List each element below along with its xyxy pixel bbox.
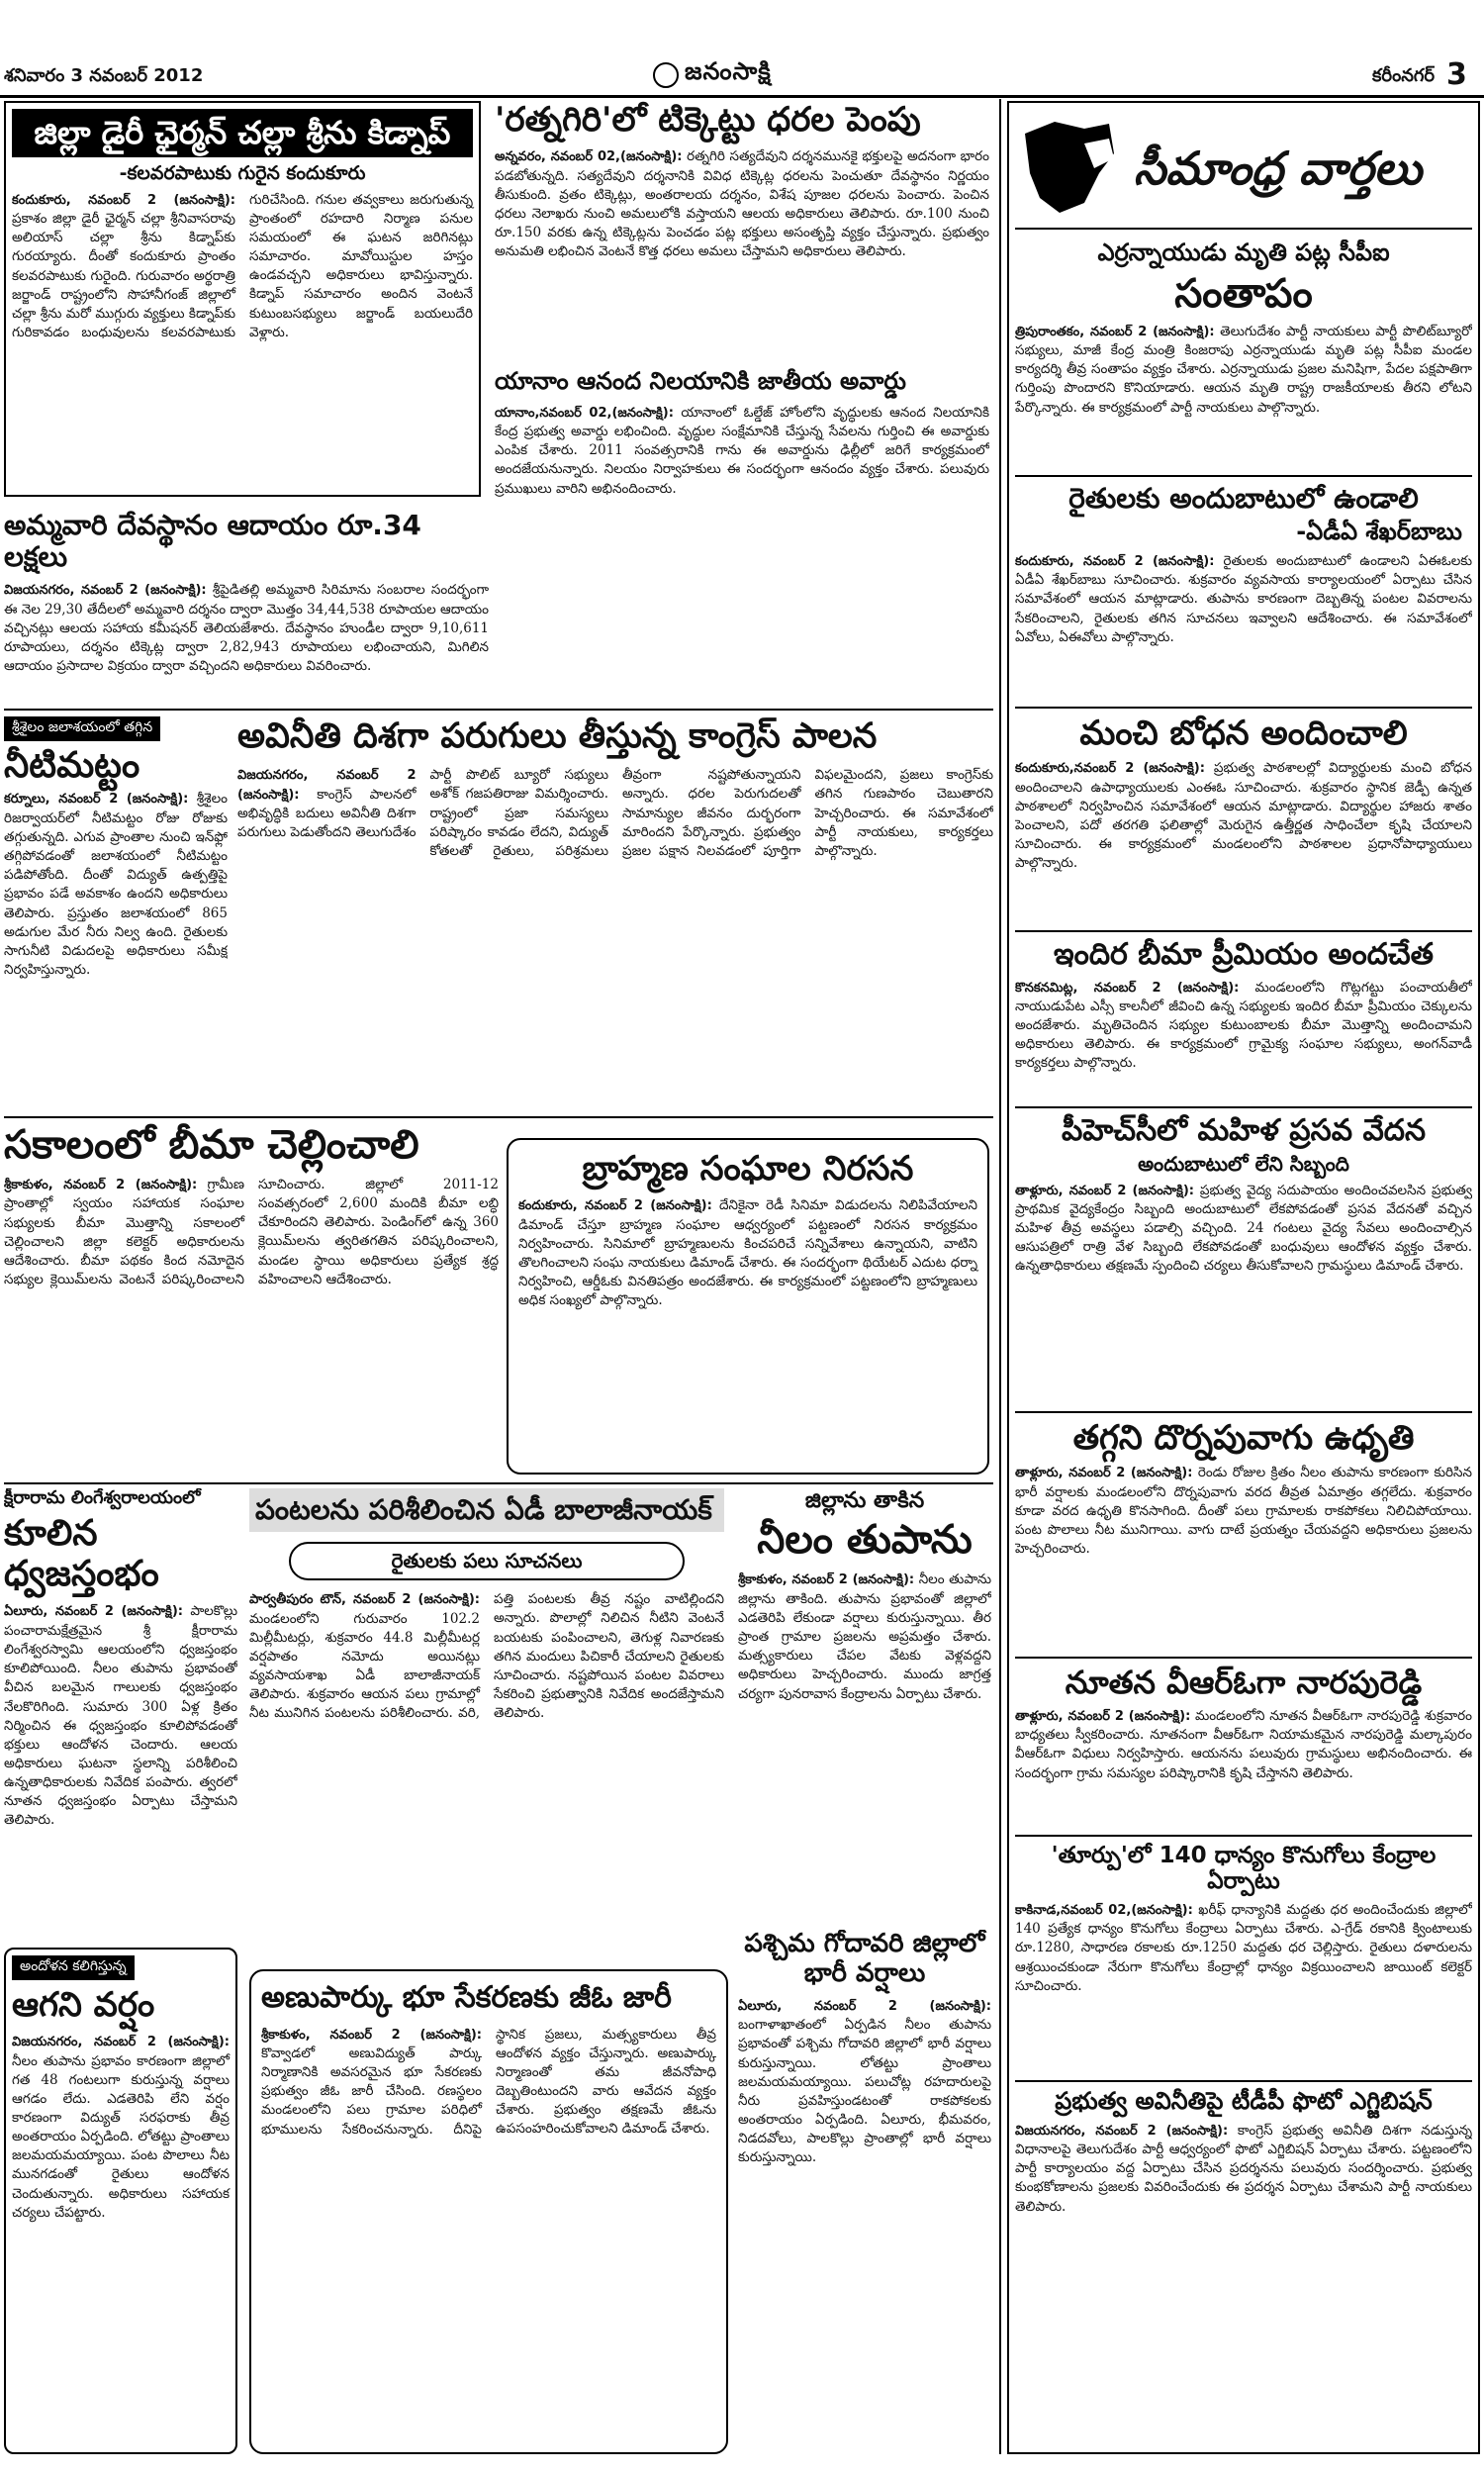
andhra-map-icon [1015, 114, 1124, 223]
article-errannaidu [1015, 239, 1472, 475]
section-rule [4, 709, 993, 711]
body-phc: తాళ్లూరు, నవంబర్ 2 (జనంసాక్షి): ప్రభుత్వ వైద్య సదుపాయం అందించవలసిన ప్రభుత్వ ప్రాథమిక వైద్యకేంద్రం సిబ్బంది అందుబాటులో లేకపోవడంతో ప్రసవ వేదనతో వచ్చిన మహిళ తీవ్ర అవస్థలు పడాల్సి వచ్చింది. 24 గంటలు వైద్య సేవలు అందించాల్సిన ఆసుపత్రిలో రాత్రి వేళ సిబ్బంది లేకపోవడంతో బంధువులు ఆందోళన వ్యక్తం చేశారు. ఉన్నతాధికారులు తక్షణమే స్పందించి చర్యలు తీసుకోవాలని గ్రామస్థులు డిమాండ్ చేశారు. [1015, 1182, 1472, 1275]
article-raitulaku [1015, 475, 1472, 707]
article-brahmana [507, 1138, 989, 1475]
body-dhwajastambham: ఏలూరు, నవంబర్ 2 (జనంసాక్షి): పాలకొల్లు పంచారామక్షేత్రమైన శ్రీ క్షీరారామ లింగేశ్వరస్వామి ఆలయంలోని ధ్వజస్తంభం కూలిపోయింది. నీలం తుపాను ప్రభావంతో వీచిన బలమైన గాలులకు ధ్వజస్తంభం నేలకొరిగింది. సుమారు 300 ఏళ్ల క్రితం నిర్మించిన ఈ ధ్వజస్తంభం కూలిపోవడంతో భక్తులు ఆందోళన చెందారు. ఆలయ అధికారులు ఘటనా స్థలాన్ని పరిశీలించి ఉన్నతాధికారులకు నివేదిక పంపారు. త్వరలో నూతన ధ్వజస్తంభం ఏర్పాటు చేస్తామని తెలిపారు. [4, 1603, 237, 1829]
headline-brahmana: బ్రాహ్మణ సంఘాల నిరసన [582, 1149, 914, 1189]
body-brahmana: కందుకూరు, నవంబర్ 2 (జనంసాక్షి): దేనికైనా రెడీ సినిమా విడుదలను నిలిపివేయాలని డిమాండ్ చేస్తూ బ్రాహ్మణ సంఘాల ఆధ్వర్యంలో పట్టణంలో నిరసన కార్యక్రమం నిర్వహించారు. సినిమాలో బ్రాహ్మణులను కించపరిచే సన్నివేశాలు ఉన్నాయని, వాటిని తొలగించాలని సంఘ నాయకులు డిమాండ్ చేశారు. ఈ సందర్భంగా థియేటర్ ఎదుట ధర్నా నిర్వహించి, ఆర్డీఓకు వినతిపత్రం అందజేశారు. ఈ కార్యక్రమంలో పట్టణంలోని బ్రాహ్మణులు అధిక సంఖ్యలో పాల్గొన్నారు. [518, 1197, 978, 1309]
page-number: 3 [1446, 57, 1467, 92]
article-bima [4, 1122, 499, 1478]
article-anuparku [249, 1969, 728, 2454]
body-narapureddy: తాళ్లూరు, నవంబర్ 2 (జనంసాక్షి): మండలంలోని నూతన వీఆర్‌ఓగా నారపురెడ్డి శుక్రవారం బాధ్యతలు స్వీకరించారు. నూతనంగా వీఆర్‌ఓగా నియామకమైన నారపురెడ్డి మల్కాపురం వీఆర్‌ఓగా విధులు నిర్వహిస్తారు. ఆయనను పలువురు గ్రామస్థులు అభినందించారు. ఈ సందర్భంగా గ్రామ సమస్యల పరిష్కారానికి కృషి చేస్తానని తెలిపారు. [1015, 1707, 1472, 1781]
article-paschima [738, 1930, 991, 2454]
body-aagani: విజయనగరం, నవంబర్ 2 (జనంసాక్షి): నీలం తుపాను ప్రభావం కారణంగా జిల్లాలో గత 48 గంటలుగా కురుస్తున్న వర్షాలు ఆగడం లేదు. ఎడతెరిపి లేని వర్షం కారణంగా విద్యుత్ సరఫరాకు తీవ్ర అంతరాయం ఏర్పడింది. లోతట్టు ప్రాంతాలు జలమయమయ్యాయి. పంట పొలాలు నీట మునగడంతో రైతులు ఆందోళన చెందుతున్నారు. అధికారులు సహాయక చర్యలు చేపట్టారు. [12, 2035, 230, 2221]
body-balajinayak: పార్వతీపురం టౌన్, నవంబర్ 2 (జనంసాక్షి): మండలంలోని గురువారం 102.2 మిల్లీమీటర్లు, శుక్రవారం 44.8 మిల్లీమీటర్ల వర్షపాతం నమోదు అయినట్లు వ్యవసాయశాఖ ఏడీ బాలాజీనాయక్ తెలిపారు. శుక్రవారం ఆయన పలు గ్రామాల్లో నీట మునిగిన పంటలను పరిశీలించారు. వరి, పత్తి పంటలకు తీవ్ర నష్టం వాటిల్లిందని అన్నారు. పొలాల్లో నిలిచిన నీటిని వెంటనే బయటకు పంపించాలని, తెగుళ్ల నివారణకు తగిన మందులు పిచికారీ చేయాలని రైతులకు సూచించారు. నష్టపోయిన పంటల వివరాలు సేకరించి ప్రభుత్వానికి నివేదిక అందజేస్తామని తెలిపారు. [249, 1591, 724, 1722]
headline-manchi: మంచి బోధన అందించాలి [1079, 714, 1408, 753]
headline-kidnap: జిల్లా డైరీ ఛైర్మన్ చల్లా శ్రీను కిడ్నాప్ [12, 109, 473, 157]
body-bima: శ్రీకాకుళం, నవంబర్ 2 (జనంసాక్షి): గ్రామీణ ప్రాంతాల్లో స్వయం సహాయక సంఘాల సభ్యులకు బీమా మొత్తాన్ని సకాలంలో చెల్లించాలని జిల్లా కలెక్టర్ అధికారులను ఆదేశించారు. బీమా పథకం కింద నమోదైన సభ్యుల క్లెయిమ్‌లను వెంటనే పరిష్కరించాలని సూచించారు. జిల్లాలో 2011-12 సంవత్సరంలో 2,600 మందికి బీమా లబ్ధి చేకూరిందని తెలిపారు. పెండింగ్‌లో ఉన్న 360 క్లెయిమ్‌లను త్వరితగతిన పరిష్కరించాలని, మండల స్థాయి అధికారులు ప్రత్యేక శ్రద్ధ వహించాలని ఆదేశించారు. [4, 1177, 499, 1288]
headline-raitulaku: రైతులకు అందుబాటులో ఉండాలి [1068, 482, 1419, 515]
body-anuparku: శ్రీకాకుళం, నవంబర్ 2 (జనంసాక్షి): కొవ్వాడలో అణువిద్యుత్ పార్కు నిర్మాణానికి అవసరమైన భూ సేకరణకు ప్రభుత్వం జీఓ జారీ చేసింది. రణస్థలం మండలంలోని పలు గ్రామాల పరిధిలో భూములను సేకరించనున్నారు. దీనిపై స్థానిక ప్రజలు, మత్స్యకారులు తీవ్ర ఆందోళన వ్యక్తం చేస్తున్నారు. అణుపార్కు నిర్మాణంతో తమ జీవనోపాధి దెబ్బతింటుందని వారు ఆవేదన వ్యక్తం చేశారు. ప్రభుత్వం తక్షణమే జీఓను ఉపసంహరించుకోవాలని డిమాండ్ చేశారు. [261, 2026, 716, 2138]
article-yanam [495, 368, 989, 625]
headline-errannaidu-top: ఎర్రన్నాయుడు మృతి పట్ల సీపీఐ [1097, 239, 1390, 266]
article-kidnap [4, 101, 481, 497]
article-doppalavagu [1015, 1411, 1472, 1657]
article-phc [1015, 1106, 1472, 1411]
label-dhwajastambham: క్షీరారామ లింగేశ్వరాలయంలో [4, 1488, 201, 1508]
body-paschima: ఏలూరు, నవంబర్ 2 (జనంసాక్షి): బంగాళాఖాతంలో ఏర్పడిన నీలం తుపాను ప్రభావంతో పశ్చిమ గోదావరి జిల్లాలో భారీ వర్షాలు కురుస్తున్నాయి. లోతట్టు ప్రాంతాలు జలమయమయ్యాయి. పలుచోట్ల రహదారులపై నీరు ప్రవహిస్తుండటంతో రాకపోకలకు అంతరాయం ఏర్పడింది. ఏలూరు, భీమవరం, నిడదవోలు, పాలకొల్లు ప్రాంతాల్లో భారీ వర్షాలు కురుస్తున్నాయి. [738, 1998, 991, 2166]
subhead-kidnap: -కలవరపాటుకు గురైన కందుకూరు [119, 161, 366, 184]
headline-aagani: ఆగని వర్షం [12, 1985, 155, 2025]
body-rathnagiri: అన్నవరం, నవంబర్ 02,(జనంసాక్షి): రత్నగిరి సత్యదేవుని దర్శనమునకై భక్తులపై అదనంగా భారం పడబోతున్నది. సత్యదేవుని దర్శనానికి వివిధ టిక్కెట్ల ధరలను పెంచుతూ దేవస్థానం నిర్ణయం తీసుకుంది. వ్రతం టిక్కెట్లు, అంతరాలయ దర్శనం, విశేష పూజల ధరలను పెంచారు. పెంచిన ధరలు నెలాఖరు నుంచి అమలులోకి వస్తాయని ఆలయ అధికారులు తెలిపారు. రూ.100 నుంచి రూ.150 వరకు ఉన్న టిక్కెట్లను పెంచడం పట్ల భక్తులు అసంతృప్తి వ్యక్తం చేస్తున్నారు. ప్రభుత్వం అనుమతి లభించిన వెంటనే కొత్త ధరలు అమలు చేస్తామని అధికారులు తెలిపారు. [495, 148, 989, 260]
body-manchi: కందుకూరు,నవంబర్ 2 (జనంసాక్షి): ప్రభుత్వ పాఠశాలల్లో విద్యార్థులకు మంచి బోధన అందించాలని ఉపాధ్యాయులకు ఎంఈఓ సూచించారు. శుక్రవారం స్థానిక జెడ్పీ ఉన్నత పాఠశాలలో నిర్వహించిన సమావేశంలో ఆయన మాట్లాడారు. విద్యార్థుల హాజరు శాతం పెంచాలని, పదో తరగతి ఫలితాల్లో మెరుగైన ఉత్తీర్ణత సాధించేలా కృషి చేయాలని సూచించారు. ఈ కార్యక్రమంలో మండలంలోని పాఠశాలల ప్రధానోపాధ్యాయులు పాల్గొన్నారు. [1015, 760, 1472, 872]
article-rathnagiri [495, 101, 989, 366]
article-indira [1015, 930, 1472, 1106]
body-yanam: యానాం,నవంబర్ 02,(జనంసాక్షి): యానాంలో ఓల్డేజ్ హోంలోని వృద్ధులకు ఆనంద నిలయానికి కేంద్ర ప్రభుత్వ అవార్డు లభించింది. వృద్ధుల సంక్షేమానికి చేస్తున్న సేవలను గుర్తించి ఈ అవార్డుకు ఎంపిక చేశారు. 2011 సంవత్సరానికి గాను ఈ అవార్డును ఢిల్లీలో జరిగే కార్యక్రమంలో అందజేయనున్నారు. నిలయం నిర్వాహకులు ఈ సందర్భంగా ఆనందం వ్యక్తం చేశారు. పలువురు ప్రముఖులు వారిని అభినందించారు. [495, 404, 989, 497]
right-column-box [1007, 101, 1480, 2454]
subhead-phc: అందుబాటులో లేని సిబ్బంది [1138, 1151, 1349, 1176]
subhead-balajinayak: రైతులకు పలు సూచనలు [289, 1542, 685, 1580]
article-photo-exhibition [1015, 2080, 1472, 2276]
headline-balajinayak: పంటలను పరిశీలించిన ఏడీ బాలాజీనాయక్ [249, 1488, 724, 1532]
seemandhra-title: సీమాంధ్ర వార్తలు [1134, 141, 1423, 195]
headline-doppalavagu: తగ్గని దొర్నపువాగు ఉధృతి [1072, 1418, 1415, 1458]
column-divider [999, 99, 1001, 2454]
headline-rathnagiri: 'రత్నగిరి'లో టిక్కెట్టు ధరల పెంపు [495, 101, 921, 140]
label-neelam: జిల్లాను తాకిన [804, 1488, 925, 1513]
headline-anuparku: అణుపార్కు భూ సేకరణకు జీఓ జారీ [261, 1980, 672, 2015]
headline-errannaidu-main: సంతాపం [1174, 270, 1313, 317]
headline-neelam: నీలం తుపాను [757, 1517, 973, 1564]
body-neetimattam: కర్నూలు, నవంబర్ 2 (జనంసాక్షి): శ్రీశైలం రిజర్వాయర్‌లో నీటిమట్టం రోజు రోజుకు తగ్గుతున్నది. ఎగువ ప్రాంతాల నుంచి ఇన్‌ఫ్లో తగ్గిపోవడంతో జలాశయంలో నీటిమట్టం పడిపోతోంది. దీంతో విద్యుత్ ఉత్పత్తిపై ప్రభావం పడే అవకాశం ఉందని అధికారులు తెలిపారు. ప్రస్తుతం జలాశయంలో 865 అడుగుల మేర నీరు నిల్వ ఉంది. రైతులకు సాగునీటి విడుదలపై అధికారులు సమీక్ష నిర్వహిస్తున్నారు. [4, 791, 228, 979]
body-raitulaku: కందుకూరు, నవంబర్ 2 (జనంసాక్షి): రైతులకు అందుబాటులో ఉండాలని ఏఈఓలకు ఏడీఏ శేఖర్‌బాబు సూచించారు. శుక్రవారం వ్యవసాయ కార్యాలయంలో ఏర్పాటు చేసిన సమావేశంలో ఆయన మాట్లాడారు. తుపాను కారణంగా దెబ్బతిన్న పంటల వివరాలను సేకరించాలని, రైతులకు తగిన సూచనలు ఇవ్వాలని ఆదేశించారు. ఈ సమావేశంలో ఏవోలు, ఏఈవోలు పాల్గొన్నారు. [1015, 552, 1472, 645]
article-manchi [1015, 707, 1472, 930]
body-photo-exhibition: విజయనగరం, నవంబర్ 2 (జనంసాక్షి): కాంగ్రెస్ ప్రభుత్వ అవినీతి దిశగా నడుస్తున్న విధానాలపై తెలుగుదేశం పార్టీ ఆధ్వర్యంలో ఫొటో ఎగ్జిబిషన్ ఏర్పాటు చేశారు. పట్టణంలోని పార్టీ కార్యాలయం వద్ద ఏర్పాటు చేసిన ప్రదర్శనను పలువురు సందర్శించారు. ప్రభుత్వ కుంభకోణాలను ప్రజలకు వివరించేందుకు ఈ ప్రదర్శన ఏర్పాటు చేశామని పార్టీ నాయకులు తెలిపారు. [1015, 2122, 1472, 2215]
article-thurpu [1015, 1835, 1472, 2080]
article-narapureddy [1015, 1657, 1472, 1835]
body-indira: కొనకనమిట్ల, నవంబర్ 2 (జనంసాక్షి): మండలంలోని గొట్లగట్టు పంచాయతీలో నాయుడుపేట ఎస్సీ కాలనీలో జీవించి ఉన్న సభ్యులకు ఇందిర బీమా ప్రీమియం చెక్కులను అందజేశారు. మృతిచెందిన సభ్యుల కుటుంబాలకు బీమా మొత్తాన్ని అందించామని అధికారులు తెలిపారు. ఈ కార్యక్రమంలో గ్రామైక్య సంఘాల సభ్యులు, అంగన్‌వాడీ కార్యకర్తలు పాల్గొన్నారు. [1015, 979, 1472, 1072]
body-thurpu: కాకినాడ,నవంబర్ 02,(జనంసాక్షి): ఖరీఫ్ ధాన్యానికి మద్దతు ధర అందించేందుకు జిల్లాలో 140 ప్రత్యేక ధాన్యం కొనుగోలు కేంద్రాలు ఏర్పాటు చేశారు. ఎ-గ్రేడ్ రకానికి క్వింటాలుకు రూ.1280, సాధారణ రకాలకు రూ.1250 మద్దతు ధర చెల్లిస్తారు. రైతులు దళారులను ఆశ్రయించకుండా నేరుగా కొనుగోలు కేంద్రాల్లో ధాన్యం విక్రయించాలని జాయింట్ కలెక్టర్ సూచించారు. [1015, 1901, 1472, 1994]
article-neelam [738, 1488, 991, 1924]
headline-neetimattam: నీటిమట్టం [4, 745, 140, 786]
body-ammavari: విజయనగరం, నవంబర్ 2 (జనంసాక్షి): శ్రీపైడితల్లి అమ్మవారి సిరిమాను సంబరాల సందర్భంగా ఈ నెల 29,30 తేదీలలో అమ్మవారి దర్శనం ద్వారా మొత్తం 34,44,538 రూపాయల ఆదాయం వచ్చినట్లు ఆలయ సహాయ కమీషనర్ తెలియజేశారు. దేవస్థానం హుండీల ద్వారా 9,10,611 రూపాయలు, దర్శనం టిక్కెట్ల ద్వారా 2,82,943 రూపాయలు లభించాయని, మిగిలిన ఆదాయం ప్రసాదాల విక్రయం ద్వారా వచ్చిందని అధికారులు వివరించారు. [4, 582, 489, 675]
headline-avineeti: అవినీతి దిశగా పరుగులు తీస్తున్న కాంగ్రెస్ పాలన [237, 716, 878, 756]
body-neelam: శ్రీకాకుళం, నవంబర్ 2 (జనంసాక్షి): నీలం తుపాను జిల్లాను తాకింది. తుపాను ప్రభావంతో జిల్లాలో ఎడతెరిపి లేకుండా వర్షాలు కురుస్తున్నాయి. తీర ప్రాంత గ్రామాల ప్రజలను అప్రమత్తం చేశారు. మత్స్యకారులు చేపల వేటకు వెళ్లవద్దని అధికారులు హెచ్చరించారు. ముందు జాగ్రత్త చర్యగా పునరావాస కేంద్రాలను ఏర్పాటు చేశారు. [738, 1571, 991, 1702]
headline-dhwajastambham: కూలిన ధ్వజస్తంభం [4, 1512, 159, 1595]
headline-thurpu: 'తూర్పు'లో 140 ధాన్యం కొనుగోలు కేంద్రాల ఏర్పాటు [1051, 1843, 1437, 1895]
label-aagani: అందోళన కలిగిస్తున్న [12, 1955, 135, 1980]
body-errannaidu: త్రిపురాంతకం, నవంబర్ 2 (జనంసాక్షి): తెలుగుదేశం పార్టీ నాయకులు పార్టీ పొలిట్‌బ్యూరో సభ్యులు, మాజీ కేంద్ర మంత్రి కింజరాపు ఎర్రన్నాయుడు మృతి పట్ల సీపీఐ మండల కార్యదర్శి తీవ్ర సంతాపం వ్యక్తం చేశారు. ఎర్రన్నాయుడు ప్రజల మనిషిగా, పేదల పక్షపాతిగా గుర్తింపు పొందారని కొనియాడారు. ఆయన మృతి రాష్ట్ర రాజకీయాలకు తీరని లోటని పేర్కొన్నారు. ఈ కార్యక్రమంలో పార్టీ నాయకులు పాల్గొన్నారు. [1015, 323, 1472, 416]
article-aagani [4, 1948, 237, 2454]
headline-paschima: పశ్చిమ గోదావరి జిల్లాలో భారీ వర్షాలు [744, 1930, 985, 1988]
headline-bima: సకాలంలో బీమా చెల్లించాలి [4, 1122, 419, 1168]
subhead-raitulaku: -ఏడీఏ శేఖర్‌బాబు [1296, 518, 1462, 546]
label-neetimattam: శ్రీశైలం జలాశయంలో తగ్గిన [4, 716, 160, 741]
headline-ammavari: అమ్మవారి దేవస్థానం ఆదాయం రూ.34 లక్షలు [4, 510, 421, 574]
seemandhra-banner [1015, 109, 1472, 230]
article-neetimattam [4, 716, 228, 1112]
article-ammavari [4, 510, 489, 708]
section-rule [4, 1482, 993, 1484]
edition-name: కరీంనగర్ [1372, 65, 1435, 86]
article-dhwajastambham [4, 1488, 237, 1944]
headline-narapureddy: నూతన వీఆర్‌ఓగా నారపురెడ్డి [1065, 1664, 1423, 1701]
headline-phc: పీహెచ్‌సీలో మహిళ ప్రసవ వేదన [1061, 1113, 1427, 1148]
masthead-logo-box [653, 57, 831, 91]
page-date: శనివారం 3 నవంబర్ 2012 [4, 65, 204, 86]
header-rule [0, 95, 1484, 98]
body-avineeti: విజయనగరం, నవంబర్ 2 (జనంసాక్షి): కాంగ్రెస్ పాలనలో అభివృద్ధికి బదులు అవినీతి దిశగా పరుగులు పెడుతోందని తెలుగుదేశం పార్టీ పొలిట్ బ్యూరో సభ్యులు అశోక్ గజపతిరాజు విమర్శించారు. రాష్ట్రంలో ప్రజా సమస్యలు పరిష్కారం కావడం లేదని, విద్యుత్ కోతలతో రైతులు, పరిశ్రమలు తీవ్రంగా నష్టపోతున్నాయని అన్నారు. ధరల పెరుగుదలతో సామాన్యుల జీవనం దుర్భరంగా మారిందని పేర్కొన్నారు. ప్రభుత్వం ప్రజల పక్షాన నిలవడంలో పూర్తిగా విఫలమైందని, ప్రజలు కాంగ్రెస్‌కు తగిన గుణపాఠం చెబుతారని హెచ్చరించారు. ఈ సమావేశంలో పార్టీ నాయకులు, కార్యకర్తలు పాల్గొన్నారు. [237, 767, 993, 859]
headline-photo-exhibition: ప్రభుత్వ అవినీతిపై టీడీపీ ఫొటో ఎగ్జిబిషన్ [1055, 2087, 1433, 2115]
body-doppalavagu: తాళ్లూరు, నవంబర్ 2 (జనంసాక్షి): రెండు రోజుల క్రితం నీలం తుపాను కారణంగా కురిసిన భారీ వర్షాలకు మండలంలోని దొర్నపువాగు వరద తీవ్రత ఏమాత్రం తగ్గలేదు. శుక్రవారం కూడా వరద ఉధృతి కొనసాగింది. దీంతో పలు గ్రామాలకు రాకపోకలు నిలిచిపోయాయి. పంట పొలాలు నీట మునిగాయి. వాగు దాటే ప్రయత్నం చేయవద్దని అధికారులు ప్రజలను హెచ్చరించారు. [1015, 1465, 1472, 1558]
paper-logo: జనంసాక్షి [685, 57, 772, 85]
headline-indira: ఇందిర బీమా ప్రీమియం అందచేత [1053, 937, 1435, 972]
body-kidnap: కందుకూరు, నవంబర్ 2 (జనంసాక్షి): ప్రకాశం జిల్లా డైరీ ఛైర్మన్ చల్లా శ్రీనివాసరావు అలియాస్ చల్లా శ్రీను కిడ్నాప్‌కు గురయ్యారు. దీంతో కందుకూరు ప్రాంతం కలవరపాటుకు గురైంది. గురువారం అర్థరాత్రి జర్జాండ్ రాష్ట్రంలోని సొహానీగంజ్ జిల్లాలో చల్లా శ్రీను మరో ముగ్గురు వ్యక్తులు కిడ్నాప్‌కు గురికావడం బంధువులను కలవరపాటుకు గురిచేసింది. గనుల తవ్వకాలు జరుగుతున్న ప్రాంతంలో రహదారి నిర్మాణ పనుల సమయంలో ఈ ఘటన జరిగినట్లు సమాచారం. మావోయిస్టుల హస్తం ఉండవచ్చని అధికారులు భావిస్తున్నారు. కిడ్నాప్‌ సమాచారం అందిన వెంటనే కుటుంబసభ్యులు జర్జాండ్ బయలుదేరి వెళ్లారు. [12, 191, 473, 341]
paper-logo-icon [653, 62, 679, 88]
section-rule [4, 1116, 993, 1118]
headline-yanam: యానాం ఆనంద నిలయానికి జాతీయ అవార్డు [495, 368, 906, 395]
article-balajinayak [249, 1488, 724, 1953]
article-avineeti [237, 716, 993, 1112]
